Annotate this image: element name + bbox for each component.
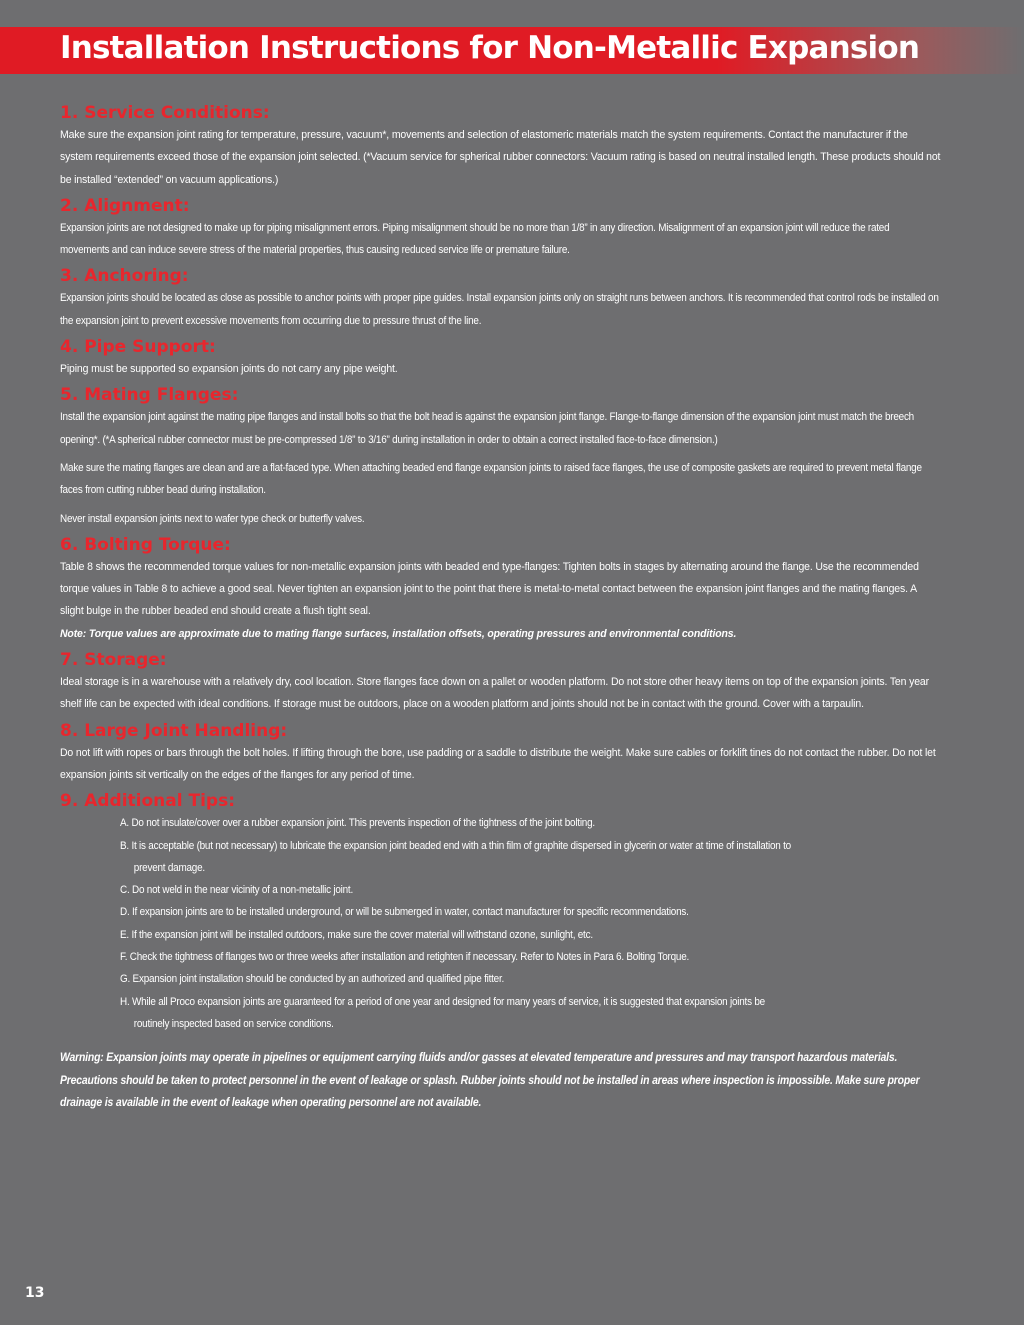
section-heading: 9. Additional Tips:: [60, 791, 235, 812]
tip-text: A. Do not insulate/cover over a rubber expansion joint. This prevents inspection of the tightness of the joint bolting.: [120, 817, 595, 830]
list-item: [120, 968, 930, 990]
list-item: [120, 901, 930, 923]
title-banner: [0, 27, 1024, 74]
tip-text: C. Do not weld in the near vicinity of a non-metallic joint.: [120, 884, 354, 897]
section-heading: 7. Storage:: [60, 650, 167, 671]
section-anchoring: [60, 265, 940, 332]
torque-note: Note: Torque values are approximate due to mating flange surfaces, installation offsets, operating pressures and environmental conditions.: [60, 627, 737, 640]
section-additional-tips: [60, 790, 940, 1035]
list-item: [120, 924, 930, 946]
section-heading: 3. Anchoring:: [60, 266, 189, 287]
section-paragraph: Piping must be supported so expansion joints do not carry any pipe weight.: [60, 363, 398, 376]
page-number: 13: [25, 1285, 45, 1301]
section-heading: 8. Large Joint Handling:: [60, 720, 288, 741]
section-heading: 5. Mating Flanges:: [60, 385, 239, 406]
section-heading: 2. Alignment:: [60, 195, 190, 216]
section-paragraph: Expansion joints are not designed to make up for piping misalignment errors. Piping misalignment should be no more than 1/8” in any direction. Misalignment of an expansion joint will reduce the rated movements and can induce severe stress of the material properties, thus causing reduced service life or premature failure.: [60, 221, 890, 257]
section-service-conditions: [60, 102, 940, 191]
tip-text: B. It is acceptable (but not necessary) to lubricate the expansion joint beaded end with a thin film of graphite dispersed in glycerin or water at time of installation to: [120, 839, 791, 852]
section-paragraph: Table 8 shows the recommended torque values for non-metallic expansion joints with beaded end type-flanges: Tighten bolts in stages by alternating around the flange. Use the recommended torque values in Table 8 to achieve a good seal. Never tighten an expansion joint to the point that there is metal-to-metal contact between the expansion joint flanges and the mating flanges. A slight bulge in the rubber beaded end should create a flush tight seal.: [60, 560, 919, 618]
tip-text: E. If the expansion joint will be installed outdoors, make sure the cover material will withstand ozone, sunlight, etc.: [120, 928, 593, 941]
section-paragraph: Expansion joints should be located as close as possible to anchor points with proper pipe guides. Install expansion joints only on straight runs between anchors. It is recommended that control rods be installed on the expansion joint to prevent excessive movements from occurring due to pressure thrust of the line.: [60, 292, 939, 327]
tip-text: F. Check the tightness of flanges two or three weeks after installation and retighten if necessary. Refer to Notes in Para 6. Bolting Torque.: [120, 951, 690, 964]
list-item: [120, 812, 930, 834]
section-paragraph: Do not lift with ropes or bars through the bolt holes. If lifting through the bore, use padding or a saddle to distribute the weight. Make sure cables or forklift tines do not contact the rubber. Do not let expansion joints sit vertically on the edges of the flanges for any period of time.: [60, 746, 936, 781]
section-paragraph: Never install expansion joints next to wafer type check or butterfly valves.: [60, 512, 365, 525]
section-paragraph: Ideal storage is in a warehouse with a relatively dry, cool location. Store flanges face down on a pallet or wooden platform. Do not store other heavy items on top of the expansion joints. Ten year shelf life can be expected with ideal conditions. If storage must be outdoors, place on a wooden platform and joints should not be in contact with the ground. Cover with a tarpaulin.: [60, 676, 929, 711]
warning-text: Warning: Expansion joints may operate in pipelines or equipment carrying fluids and/or gasses at elevated temperature and pressures and may transport hazardous materials. Precautions should be taken to protect personnel in the event of leakage or splash. Rubber joints should not be installed in areas where inspection is impossible. Make sure proper drainage is available in the event of leakage when operating personnel are not available.: [60, 1051, 920, 1109]
section-paragraph: Install the expansion joint against the mating pipe flanges and install bolts so that the bolt head is against the expansion joint flange. Flange-to-flange dimension of the expansion joint must match the breech opening*. (*A spherical rubber connector must be pre-compressed 1/8” to 3/16” during installation in order to obtain a correct installed face-to-face dimension.): [60, 411, 914, 446]
section-bolting-torque: [60, 534, 940, 645]
section-paragraph: Make sure the expansion joint rating for temperature, pressure, vacuum*, movements and selection of elastomeric materials match the system requirements. Contact the manufacturer if the system requirements exceed those of the expansion joint selected. (*Vacuum service for spherical rubber connectors: Vacuum rating is based on neutral installed length. These products should not be installed “extended” on vacuum applications.): [60, 129, 941, 186]
section-large-joint-handling: [60, 720, 940, 787]
section-paragraph: Make sure the mating flanges are clean and are a flat-faced type. When attaching beaded end flange expansion joints to raised face flanges, the use of composite gaskets are required to prevent metal flange faces from cutting rubber bead during installation.: [60, 461, 922, 497]
section-alignment: [60, 195, 940, 262]
page-title: Installation Instructions for Non-Metallic Expansion: [60, 30, 920, 66]
tip-text: D. If expansion joints are to be installed underground, or will be submerged in water, contact manufacturer for specific recommendations.: [120, 906, 689, 919]
list-item: [120, 879, 930, 901]
list-item: [120, 946, 930, 968]
tip-text: H. While all Proco expansion joints are guaranteed for a period of one year and designed for many years of service, it is suggested that expansion joints be: [120, 995, 765, 1008]
tip-continuation: prevent damage.: [133, 861, 205, 874]
tips-list: [120, 812, 940, 1035]
tip-continuation: routinely inspected based on service conditions.: [133, 1017, 334, 1030]
section-pipe-support: [60, 336, 940, 380]
list-item: [120, 991, 930, 1036]
tip-text: G. Expansion joint installation should be conducted by an authorized and qualified pipe fitter.: [120, 973, 505, 986]
section-mating-flanges: [60, 384, 940, 529]
section-heading: 6. Bolting Torque:: [60, 534, 231, 555]
section-storage: [60, 649, 940, 716]
instructions-body: [60, 100, 940, 1114]
list-item: [120, 835, 930, 880]
section-heading: 4. Pipe Support:: [60, 337, 216, 358]
section-heading: 1. Service Conditions:: [60, 103, 270, 123]
